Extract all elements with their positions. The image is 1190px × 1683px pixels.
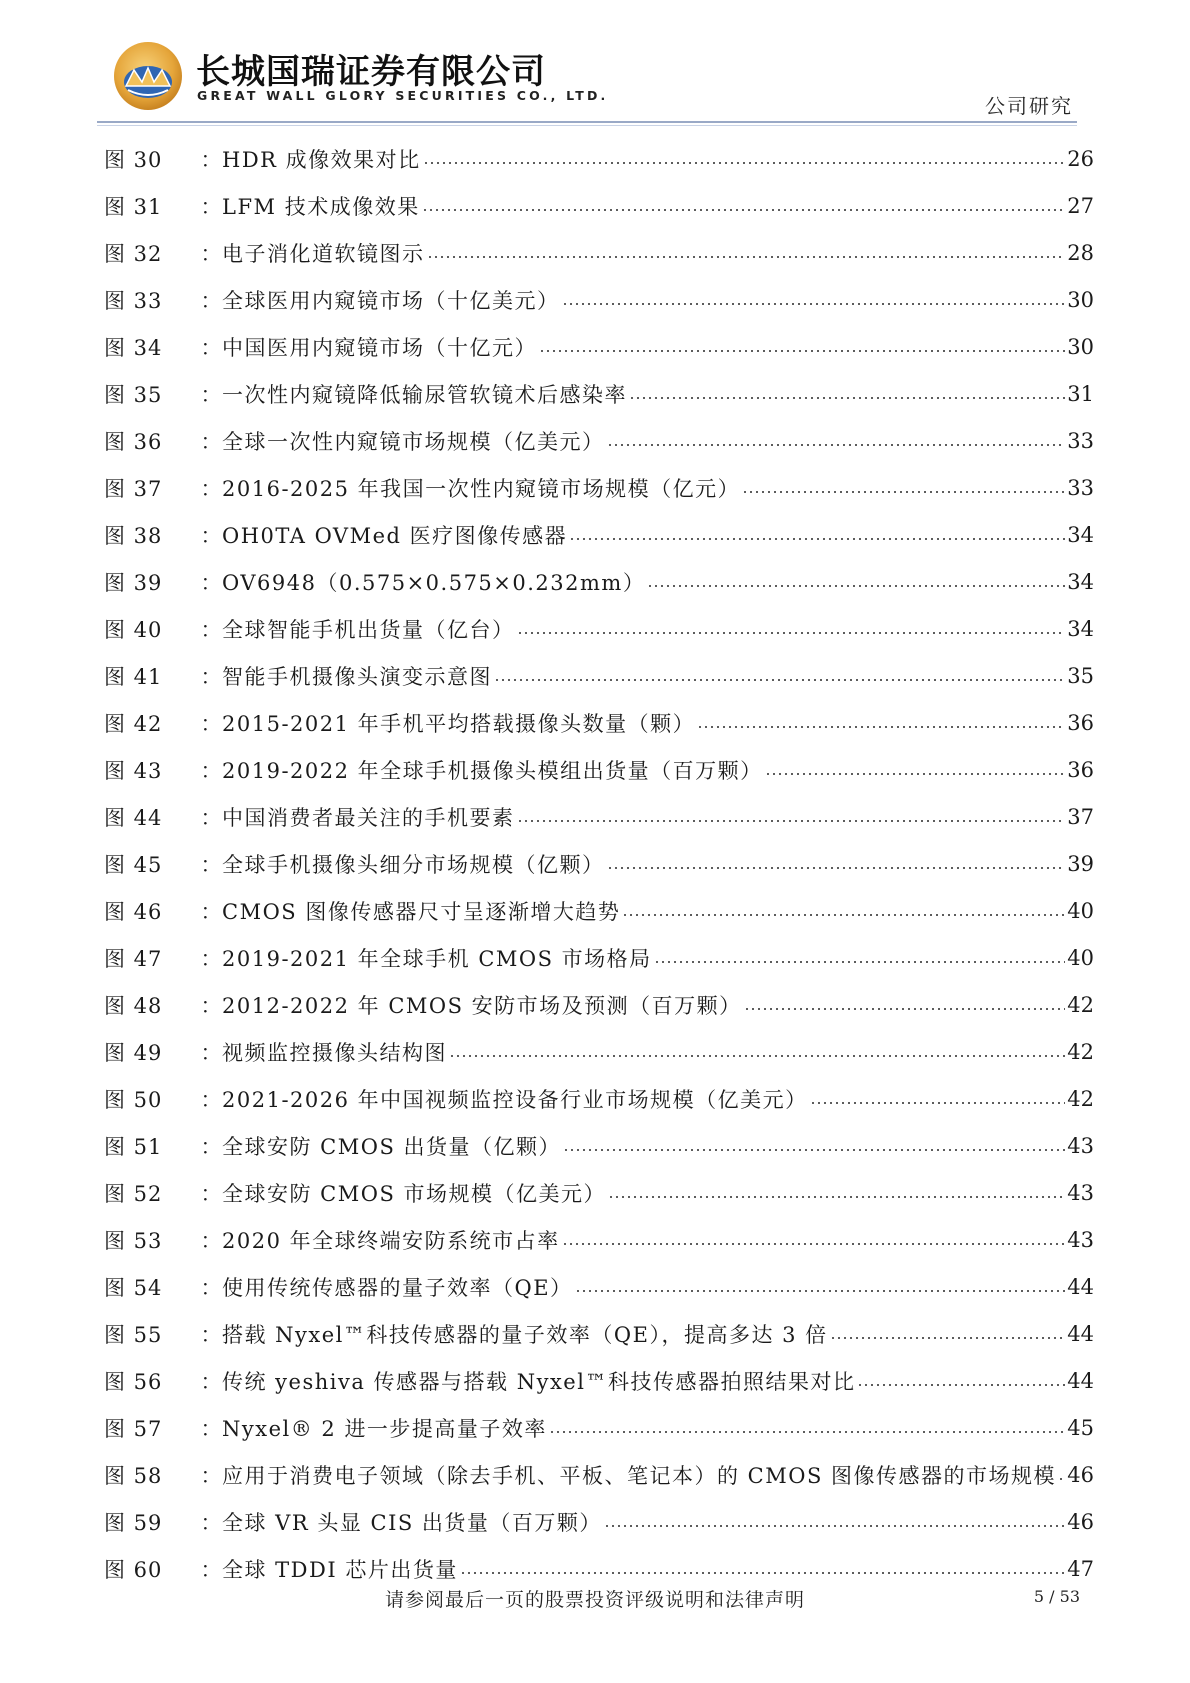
toc-leader-dots [494,676,1065,684]
toc-leader-dots [563,1146,1065,1154]
toc-page-number: 30 [1067,334,1094,359]
toc-figure-title: 搭载 Nyxel™科技传感器的量子效率（QE），提高多达 3 倍 [222,1322,828,1347]
toc-separator: ： [200,1134,222,1159]
toc-leader-dots [575,1287,1066,1295]
toc-figure-title: 2016-2025 年我国一次性内窥镜市场规模（亿元） [222,476,741,501]
toc-leader-dots [422,206,1066,214]
company-logo-icon [112,40,184,112]
toc-page-number: 26 [1067,146,1094,171]
toc-figure-title: 全球 VR 头显 CIS 出货量（百万颗） [222,1510,602,1535]
toc-figure-number: 图 49 [104,1040,163,1065]
toc-leader-dots [1058,1475,1065,1483]
toc-separator: ： [200,1087,222,1112]
page-header [0,0,1190,140]
toc-page-number: 36 [1067,757,1094,782]
toc-figure-title: 使用传统传感器的量子效率（QE） [222,1275,573,1300]
toc-figure-title: 一次性内窥镜降低输尿管软镜术后感染率 [222,382,627,407]
toc-figure-number: 图 60 [104,1557,163,1582]
toc-separator: ： [200,476,222,501]
toc-figure-title: 2021-2026 年中国视频监控设备行业市场规模（亿美元） [222,1087,808,1112]
toc-figure-number: 图 30 [104,147,163,172]
toc-leader-dots [562,1240,1066,1248]
toc-figure-title: 视频监控摄像头结构图 [222,1040,447,1065]
toc-separator: ： [200,805,222,830]
toc-figure-title: 2019-2022 年全球手机摄像头模组出货量（百万颗） [222,758,763,783]
toc-figure-number: 图 32 [104,241,163,266]
footer-disclaimer: 请参阅最后一页的股票投资评级说明和法律声明 [384,1589,805,1611]
toc-leader-dots [654,958,1066,966]
toc-figure-title: 全球安防 CMOS 出货量（亿颗） [222,1134,562,1159]
toc-figure-title: 2019-2021 年全球手机 CMOS 市场格局 [222,946,652,971]
toc-entry[interactable] [104,229,1094,276]
toc-entry[interactable] [104,840,1094,887]
toc-entry[interactable] [104,1263,1094,1310]
toc-page-number: 40 [1067,898,1094,923]
toc-figure-title: HDR 成像效果对比 [222,147,421,172]
toc-page-number: 33 [1067,428,1094,453]
toc-entry[interactable] [104,558,1094,605]
toc-figure-title: 应用于消费电子领域（除去手机、平板、笔记本）的 CMOS 图像传感器的市场规模 [222,1463,1057,1488]
toc-figure-title: 全球医用内窥镜市场（十亿美元） [222,288,560,313]
toc-separator: ： [200,335,222,360]
toc-separator: ： [200,617,222,642]
toc-leader-dots [549,1428,1065,1436]
toc-leader-dots [460,1569,1065,1577]
toc-figure-number: 图 53 [104,1228,163,1253]
toc-figure-number: 图 35 [104,382,163,407]
toc-page-number: 45 [1067,1415,1094,1440]
toc-page-number: 44 [1067,1274,1094,1299]
toc-separator: ： [200,570,222,595]
toc-leader-dots [810,1099,1066,1107]
toc-page-number: 36 [1067,710,1094,735]
toc-entry[interactable] [104,1451,1094,1498]
toc-page-number: 34 [1067,616,1094,641]
toc-figure-number: 图 56 [104,1369,163,1394]
toc-figure-title: 智能手机摄像头演变示意图 [222,664,492,689]
company-name-cn: 长城国瑞证券有限公司 [196,52,546,92]
page-indicator: 5 / 53 [1033,1587,1080,1606]
toc-figure-number: 图 50 [104,1087,163,1112]
toc-separator: ： [200,147,222,172]
toc-separator: ： [200,852,222,877]
header-divider [97,121,1077,123]
toc-leader-dots [608,1193,1065,1201]
toc-figure-number: 图 39 [104,570,163,595]
toc-leader-dots [697,723,1065,731]
toc-page-number: 43 [1067,1133,1094,1158]
toc-separator: ： [200,429,222,454]
toc-page-number: 46 [1067,1462,1094,1487]
toc-entry[interactable] [104,605,1094,652]
toc-entry[interactable] [104,699,1094,746]
toc-entry[interactable] [104,135,1094,182]
toc-figure-title: 全球手机摄像头细分市场规模（亿颗） [222,852,605,877]
toc-page-number: 44 [1067,1368,1094,1393]
toc-figure-title: 中国医用内窥镜市场（十亿元） [222,335,537,360]
toc-separator: ： [200,1510,222,1535]
toc-entry[interactable] [104,323,1094,370]
toc-entry[interactable] [104,511,1094,558]
toc-separator: ： [200,194,222,219]
toc-entry[interactable] [104,417,1094,464]
toc-figure-title: 全球 TDDI 芯片出货量 [222,1557,458,1582]
toc-figure-title: 2020 年全球终端安防系统市占率 [222,1228,560,1253]
toc-separator: ： [200,1416,222,1441]
toc-figure-title: 全球安防 CMOS 市场规模（亿美元） [222,1181,607,1206]
toc-figure-title: CMOS 图像传感器尺寸呈逐渐增大趋势 [222,899,621,924]
toc-page-number: 42 [1067,1086,1094,1111]
toc-figure-number: 图 44 [104,805,163,830]
toc-entry[interactable] [104,887,1094,934]
toc-entry[interactable] [104,1122,1094,1169]
toc-separator: ： [200,1463,222,1488]
toc-page-number: 43 [1067,1180,1094,1205]
toc-leader-dots [744,1005,1066,1013]
toc-figure-title: 2012-2022 年 CMOS 安防市场及预测（百万颗） [222,993,742,1018]
toc-figure-title: 传统 yeshiva 传感器与搭载 Nyxel™科技传感器拍照结果对比 [222,1369,856,1394]
toc-leader-dots [604,1522,1065,1530]
toc-entry[interactable] [104,1498,1094,1545]
toc-separator: ： [200,1275,222,1300]
toc-leader-dots [742,488,1065,496]
toc-page-number: 43 [1067,1227,1094,1252]
toc-figure-number: 图 55 [104,1322,163,1347]
toc-figure-number: 图 31 [104,194,163,219]
toc-separator: ： [200,523,222,548]
toc-separator: ： [200,946,222,971]
toc-figure-number: 图 36 [104,429,163,454]
toc-entry[interactable] [104,934,1094,981]
toc-page-number: 42 [1067,1039,1094,1064]
toc-entry[interactable] [104,1075,1094,1122]
toc-separator: ： [200,241,222,266]
toc-leader-dots [423,159,1066,167]
toc-separator: ： [200,664,222,689]
toc-page-number: 35 [1067,663,1094,688]
toc-separator: ： [200,1228,222,1253]
toc-figure-title: LFM 技术成像效果 [222,194,420,219]
toc-entry[interactable] [104,464,1094,511]
toc-entry[interactable] [104,1310,1094,1357]
toc-figure-number: 图 52 [104,1181,163,1206]
toc-figure-number: 图 57 [104,1416,163,1441]
toc-page-number: 34 [1067,522,1094,547]
toc-figure-number: 图 59 [104,1510,163,1535]
toc-leader-dots [857,1381,1065,1389]
toc-figure-title: 全球一次性内窥镜市场规模（亿美元） [222,429,605,454]
toc-figure-number: 图 37 [104,476,163,501]
toc-separator: ： [200,1322,222,1347]
toc-entry[interactable] [104,1216,1094,1263]
toc-leader-dots [647,582,1065,590]
toc-page-number: 33 [1067,475,1094,500]
toc-figure-number: 图 33 [104,288,163,313]
toc-separator: ： [200,1040,222,1065]
toc-entry[interactable] [104,1169,1094,1216]
toc-entry[interactable] [104,1357,1094,1404]
figure-table-of-contents [104,135,1094,1592]
toc-page-number: 47 [1067,1556,1094,1581]
header-divider-secondary [97,125,1077,126]
toc-page-number: 27 [1067,193,1094,218]
toc-entry[interactable] [104,746,1094,793]
toc-leader-dots [830,1334,1066,1342]
toc-figure-number: 图 45 [104,852,163,877]
section-label: 公司研究 [985,94,1073,118]
toc-figure-number: 图 46 [104,899,163,924]
toc-page-number: 30 [1067,287,1094,312]
toc-separator: ： [200,711,222,736]
toc-figure-number: 图 48 [104,993,163,1018]
toc-leader-dots [629,394,1065,402]
toc-figure-title: OH0TA OVMed 医疗图像传感器 [222,523,568,548]
toc-leader-dots [765,770,1066,778]
toc-leader-dots [607,441,1066,449]
toc-leader-dots [562,300,1066,308]
toc-figure-number: 图 47 [104,946,163,971]
toc-page-number: 44 [1067,1321,1094,1346]
toc-figure-number: 图 41 [104,664,163,689]
toc-leader-dots [539,347,1065,355]
toc-separator: ： [200,1369,222,1394]
toc-entry[interactable] [104,652,1094,699]
toc-entry[interactable] [104,981,1094,1028]
company-name-en: GREAT WALL GLORY SECURITIES CO., LTD. [197,88,609,103]
toc-separator: ： [200,758,222,783]
toc-separator: ： [200,993,222,1018]
toc-figure-number: 图 54 [104,1275,163,1300]
toc-figure-title: 电子消化道软镜图示 [222,241,425,266]
toc-figure-title: 全球智能手机出货量（亿台） [222,617,515,642]
toc-page-number: 37 [1067,804,1094,829]
toc-figure-number: 图 38 [104,523,163,548]
toc-figure-title: 2015-2021 年手机平均搭载摄像头数量（颗） [222,711,696,736]
toc-figure-title: Nyxel® 2 进一步提高量子效率 [222,1416,547,1441]
toc-separator: ： [200,288,222,313]
toc-page-number: 28 [1067,240,1094,265]
toc-figure-number: 图 43 [104,758,163,783]
toc-page-number: 34 [1067,569,1094,594]
toc-separator: ： [200,382,222,407]
toc-figure-number: 图 51 [104,1134,163,1159]
toc-entry[interactable] [104,276,1094,323]
toc-figure-title: OV6948（0.575×0.575×0.232mm） [222,570,646,595]
toc-page-number: 39 [1067,851,1094,876]
toc-entry[interactable] [104,370,1094,417]
toc-entry[interactable] [104,182,1094,229]
toc-entry[interactable] [104,1028,1094,1075]
toc-leader-dots [569,535,1065,543]
toc-entry[interactable] [104,793,1094,840]
toc-separator: ： [200,899,222,924]
toc-leader-dots [517,817,1066,825]
toc-leader-dots [449,1052,1065,1060]
toc-figure-number: 图 40 [104,617,163,642]
toc-leader-dots [427,253,1066,261]
toc-leader-dots [622,911,1065,919]
toc-page-number: 31 [1067,381,1094,406]
toc-figure-number: 图 34 [104,335,163,360]
toc-figure-number: 图 42 [104,711,163,736]
toc-figure-title: 中国消费者最关注的手机要素 [222,805,515,830]
toc-entry[interactable] [104,1404,1094,1451]
toc-leader-dots [607,864,1066,872]
toc-separator: ： [200,1557,222,1582]
toc-page-number: 42 [1067,992,1094,1017]
toc-page-number: 46 [1067,1509,1094,1534]
toc-figure-number: 图 58 [104,1463,163,1488]
toc-page-number: 40 [1067,945,1094,970]
toc-separator: ： [200,1181,222,1206]
toc-leader-dots [517,629,1066,637]
